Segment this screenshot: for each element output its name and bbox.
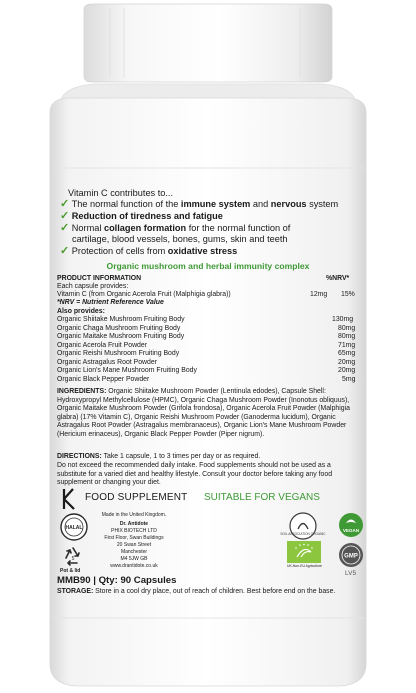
ingredient-row-name: Organic Chaga Mushroom Fruiting Body [57, 324, 181, 332]
gmp-icon [338, 542, 364, 572]
storage-line [57, 589, 335, 596]
ingredient-row-name: Organic Astragalus Root Powder [57, 358, 157, 366]
address-line: Manchester [120, 549, 148, 555]
subtitle: Organic mushroom and herbal immunity complex [106, 261, 310, 271]
ingredient-row-name: Organic Shiitake Mushroom Fruiting Body [57, 316, 185, 323]
ingredients-text: Organic Shiitake Mushroom Powder (Lentinula edodes), Capsule Shell: Hydroxypropyl Methylcellulose (HPMC), Organic Chaga Mushroom Powder (Inonotus obliquus), Organic Maitake Mushroom Powder (Grifola frondosa), Organic Acerola Fruit Powder (Malphigia glabra) (17% Vitamin C), Organic Reishi Mushroom Powder (Ganoderma lucidum), Organic Astragalus Root Powder (Astragalus membranaceus), Organic Lion's Mane Mushroom Powder (Hericium erinaceus), Organic Black Pepper Powder (Piper nigrum). [57, 388, 350, 438]
vitamin-c-nrv: 15% [341, 291, 355, 298]
pot-lid-label: Pot & lid [60, 568, 81, 574]
directions-paragraph [57, 453, 357, 462]
product-code-qty: MMB90 | Qty: 90 Capsules [57, 575, 177, 586]
claim-text: Normal [71, 223, 104, 233]
halal-badge-text: HALAL [65, 525, 83, 531]
eu-code: UK-Non-EU Agriculture [287, 564, 322, 568]
ingredient-row-name: Organic Reishi Mushroom Fruiting Body [57, 350, 180, 357]
svg-text:5: 5 [71, 556, 75, 562]
claim-tiredness [60, 211, 223, 222]
claim-collagen-cont: cartilage, blood vessels, bones, gums, skin and teeth [72, 234, 288, 244]
ingredient-row-amount: 71mg [338, 341, 356, 349]
vegan-badge-text: VEGAN [342, 528, 360, 533]
ingredient-row-name: Organic Lion's Mane Mushroom Fruiting Body [57, 367, 197, 374]
checkmark-icon: ✓ [60, 222, 70, 234]
nrv-heading: %NRV* [326, 275, 350, 282]
claim-bold: collagen formation [103, 223, 187, 233]
ingredient-row-amount: 80mg [338, 333, 356, 340]
claim-text: system [306, 199, 339, 209]
lv-code: LV5 [345, 570, 357, 577]
claim-bold: immune system [180, 199, 251, 209]
ingredient-row-amount: 80mg [338, 324, 356, 332]
storage-text: Store in a cool dry place, out of reach of children. Best before end on the base. [93, 588, 336, 595]
claim-immune [60, 199, 338, 210]
food-supplement: FOOD SUPPLEMENT [85, 492, 188, 503]
directions-warning: Do not exceed the recommended daily intake. Food supplements should not be used as a substitute for a varied diet and healthy lifestyle. Consult your doctor before taking any food supplement or changing your diet. [57, 462, 333, 487]
product-info-heading: PRODUCT INFORMATION [57, 275, 142, 282]
claim-text: and [250, 199, 271, 209]
vitamin-c-name: Vitamin C (from Organic Acerola Fruit (Malphigia glabra)) [57, 291, 231, 298]
directions-text: Take 1 capsule, 1 to 3 times per day or as required. [101, 453, 261, 460]
ingredient-row-name: Organic Maitake Mushroom Fruiting Body [57, 333, 185, 340]
soil-badge-text: SOIL ASSOCIATION ORGANIC [280, 532, 326, 536]
address-line: 20 Swan Street [116, 542, 152, 548]
gmp-badge-text: GMP [344, 553, 358, 560]
ingredient-row-name: Organic Acerola Fruit Powder [57, 341, 147, 349]
claims-intro: Vitamin C contributes to... [68, 188, 174, 198]
claim-bold: oxidative stress [167, 246, 238, 256]
ingredient-row-amount: 5mg [342, 375, 356, 383]
directions-label: DIRECTIONS: [57, 453, 102, 460]
vitamin-c-amount: 12mg [310, 291, 328, 298]
claim-text: Protection of cells from [71, 246, 168, 256]
ingredient-row-name: Organic Black Pepper Powder [57, 375, 150, 383]
address-line: First Floor, Swan Buildings [104, 535, 164, 541]
also-provides: Also provides: [57, 308, 105, 315]
checkmark-icon: ✓ [60, 210, 70, 222]
claim-collagen [60, 223, 290, 234]
checkmark-icon: ✓ [60, 198, 70, 210]
ingredient-row-amount: 65mg [338, 350, 356, 357]
ingredients-paragraph [57, 388, 357, 440]
soil-association-icon [280, 512, 326, 544]
claim-text: The normal function of the [71, 199, 181, 209]
claim-bold: Reduction of tiredness and fatigue [71, 211, 223, 221]
checkmark-icon: ✓ [60, 245, 70, 257]
recycle-icon [62, 546, 84, 570]
website: www.drantidote.co.uk [110, 563, 158, 569]
ingredients-label: INGREDIENTS: [57, 388, 107, 395]
brand-name: Dr. Antidote [119, 521, 149, 527]
claim-bold: nervous [270, 199, 307, 209]
ingredient-row-amount: 20mg [338, 367, 356, 374]
address-line: M4 5JW GB [120, 556, 148, 562]
claim-oxidative [60, 246, 237, 257]
bottle-cap [84, 4, 332, 82]
vegan-badge-icon [338, 512, 364, 542]
claim-text: for the normal function of [186, 223, 291, 233]
nrv-note: *NRV = Nutrient Reference Value [57, 299, 164, 306]
made-in: Made in the United Kingdom. [101, 512, 167, 518]
suitable-for-vegans: SUITABLE FOR VEGANS [204, 492, 320, 503]
brand-logo-icon [62, 488, 76, 514]
ingredient-row-amount: 20mg [338, 358, 356, 366]
company-name: PHIX BIOTECH LTD [111, 528, 157, 534]
ingredient-row-amount: 130mg [332, 316, 354, 323]
storage-label: STORAGE: [57, 588, 94, 595]
each-capsule: Each capsule provides: [57, 283, 129, 290]
